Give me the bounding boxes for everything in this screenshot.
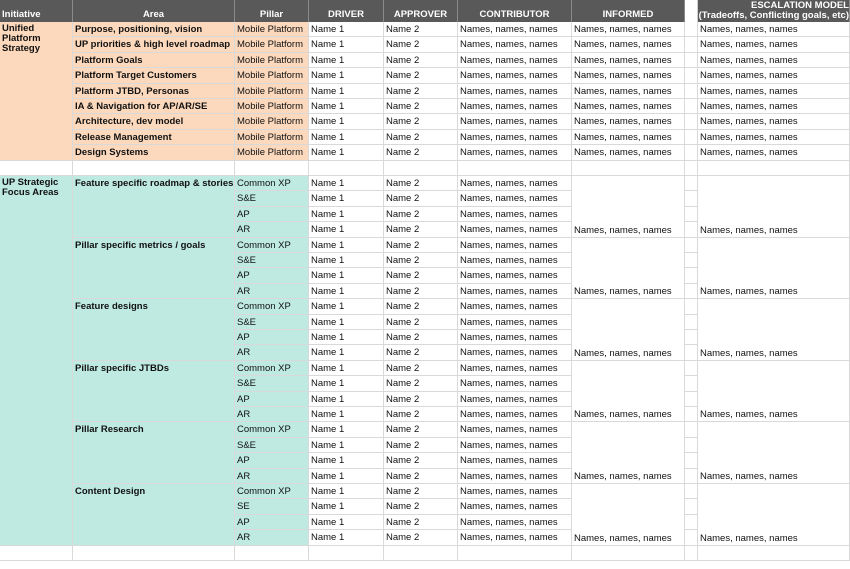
header-escalation[interactable] bbox=[698, 0, 850, 22]
informed-cell[interactable] bbox=[572, 422, 685, 484]
informed-label: Names, names, names bbox=[574, 409, 672, 421]
approver-cell[interactable]: Name 2 bbox=[384, 438, 458, 453]
header-area[interactable]: Area bbox=[73, 0, 235, 22]
contributor-cell[interactable]: Names, names, names bbox=[458, 114, 572, 129]
contributor-cell[interactable]: Names, names, names bbox=[458, 499, 572, 514]
spacer-cell[interactable] bbox=[685, 422, 698, 437]
informed-label: Names, names, names bbox=[574, 347, 672, 359]
area-label: Pillar specific metrics / goals bbox=[75, 239, 206, 251]
pillar-cell[interactable]: S&E bbox=[235, 376, 309, 391]
pillar-cell[interactable]: Mobile Platform bbox=[235, 130, 309, 145]
empty-cell[interactable] bbox=[235, 161, 309, 176]
driver-cell[interactable]: Name 1 bbox=[309, 176, 384, 191]
pillar-cell[interactable]: Mobile Platform bbox=[235, 114, 309, 129]
pillar-cell[interactable]: Common XP bbox=[235, 422, 309, 437]
escalation-cell[interactable]: Names, names, names bbox=[698, 22, 850, 37]
pillar-cell[interactable]: Common XP bbox=[235, 361, 309, 376]
empty-cell[interactable] bbox=[572, 161, 685, 176]
informed-cell[interactable]: Names, names, names bbox=[572, 68, 685, 83]
informed-cell[interactable] bbox=[572, 484, 685, 546]
informed-cell[interactable] bbox=[572, 299, 685, 361]
approver-cell[interactable]: Name 2 bbox=[384, 469, 458, 484]
empty-cell[interactable] bbox=[309, 546, 384, 561]
spacer-cell[interactable] bbox=[685, 22, 698, 37]
spacer-cell[interactable] bbox=[685, 253, 698, 268]
pillar-cell[interactable]: Mobile Platform bbox=[235, 84, 309, 99]
spacer-cell[interactable] bbox=[685, 530, 698, 545]
contributor-cell[interactable]: Names, names, names bbox=[458, 130, 572, 145]
area-label: Feature specific roadmap & stories bbox=[75, 178, 234, 189]
contributor-cell[interactable]: Names, names, names bbox=[458, 315, 572, 330]
approver-cell[interactable]: Name 2 bbox=[384, 37, 458, 52]
area-label: Pillar Research bbox=[75, 424, 144, 436]
escalation-cell[interactable] bbox=[698, 484, 850, 546]
escalation-cell[interactable] bbox=[698, 176, 850, 238]
escalation-cell[interactable]: Names, names, names bbox=[698, 99, 850, 114]
pillar-cell[interactable]: S&E bbox=[235, 315, 309, 330]
area-cell[interactable] bbox=[73, 299, 235, 361]
pillar-cell[interactable]: Common XP bbox=[235, 176, 309, 191]
approver-cell[interactable]: Name 2 bbox=[384, 222, 458, 237]
spacer-cell[interactable] bbox=[685, 284, 698, 299]
informed-cell[interactable] bbox=[572, 176, 685, 238]
escalation-label: Names, names, names bbox=[700, 347, 798, 359]
driver-cell[interactable]: Name 1 bbox=[309, 191, 384, 206]
pillar-cell[interactable]: AP bbox=[235, 392, 309, 407]
pillar-cell[interactable]: AR bbox=[235, 469, 309, 484]
pillar-cell[interactable]: Common XP bbox=[235, 238, 309, 253]
header-contributor[interactable]: CONTRIBUTOR bbox=[458, 0, 572, 22]
approver-cell[interactable]: Name 2 bbox=[384, 515, 458, 530]
approver-cell[interactable]: Name 2 bbox=[384, 484, 458, 499]
approver-cell[interactable]: Name 2 bbox=[384, 22, 458, 37]
approver-cell[interactable]: Name 2 bbox=[384, 330, 458, 345]
spacer-cell[interactable] bbox=[685, 130, 698, 145]
area-label: Content Design bbox=[75, 486, 146, 497]
contributor-cell[interactable]: Names, names, names bbox=[458, 438, 572, 453]
area-cell[interactable]: UP priorities & high level roadmap bbox=[73, 37, 235, 52]
informed-cell[interactable] bbox=[572, 361, 685, 423]
approver-cell[interactable]: Name 2 bbox=[384, 176, 458, 191]
contributor-cell[interactable]: Names, names, names bbox=[458, 284, 572, 299]
approver-cell[interactable]: Name 2 bbox=[384, 392, 458, 407]
driver-cell[interactable]: Name 1 bbox=[309, 469, 384, 484]
spacer-cell[interactable] bbox=[685, 345, 698, 360]
contributor-cell[interactable]: Names, names, names bbox=[458, 515, 572, 530]
spacer-cell[interactable] bbox=[685, 515, 698, 530]
approver-cell[interactable]: Name 2 bbox=[384, 130, 458, 145]
empty-cell[interactable] bbox=[73, 546, 235, 561]
pillar-cell[interactable]: AP bbox=[235, 453, 309, 468]
driver-cell[interactable]: Name 1 bbox=[309, 499, 384, 514]
spacer-cell[interactable] bbox=[685, 238, 698, 253]
contributor-cell[interactable]: Names, names, names bbox=[458, 176, 572, 191]
approver-cell[interactable]: Name 2 bbox=[384, 53, 458, 68]
pillar-cell[interactable]: Mobile Platform bbox=[235, 22, 309, 37]
contributor-cell[interactable]: Names, names, names bbox=[458, 99, 572, 114]
pillar-cell[interactable]: AP bbox=[235, 330, 309, 345]
pillar-cell[interactable]: AP bbox=[235, 515, 309, 530]
pillar-cell[interactable]: AP bbox=[235, 207, 309, 222]
empty-cell[interactable] bbox=[698, 546, 850, 561]
escalation-cell[interactable]: Names, names, names bbox=[698, 37, 850, 52]
area-cell[interactable] bbox=[73, 361, 235, 423]
spacer-cell[interactable] bbox=[685, 145, 698, 160]
driver-cell[interactable]: Name 1 bbox=[309, 345, 384, 360]
header-spacer bbox=[685, 0, 698, 22]
driver-cell[interactable]: Name 1 bbox=[309, 530, 384, 545]
driver-cell[interactable]: Name 1 bbox=[309, 361, 384, 376]
initiative-cell-up-strategic-focus-areas[interactable] bbox=[0, 176, 73, 546]
informed-cell[interactable]: Names, names, names bbox=[572, 99, 685, 114]
driver-cell[interactable]: Name 1 bbox=[309, 484, 384, 499]
contributor-cell[interactable]: Names, names, names bbox=[458, 299, 572, 314]
driver-cell[interactable]: Name 1 bbox=[309, 376, 384, 391]
contributor-cell[interactable]: Names, names, names bbox=[458, 422, 572, 437]
approver-cell[interactable]: Name 2 bbox=[384, 315, 458, 330]
spacer-cell[interactable] bbox=[685, 484, 698, 499]
driver-cell[interactable]: Name 1 bbox=[309, 330, 384, 345]
header-escalation-subtitle: (Tradeoffs, Conflicting goals, etc) bbox=[698, 10, 849, 21]
pillar-cell[interactable]: AR bbox=[235, 407, 309, 422]
approver-cell[interactable]: Name 2 bbox=[384, 422, 458, 437]
empty-cell[interactable] bbox=[73, 161, 235, 176]
approver-cell[interactable]: Name 2 bbox=[384, 345, 458, 360]
pillar-cell[interactable]: Mobile Platform bbox=[235, 99, 309, 114]
spacer-cell[interactable] bbox=[685, 499, 698, 514]
escalation-cell[interactable]: Names, names, names bbox=[698, 53, 850, 68]
empty-cell[interactable] bbox=[458, 161, 572, 176]
area-cell[interactable] bbox=[73, 176, 235, 238]
pillar-cell[interactable]: Mobile Platform bbox=[235, 145, 309, 160]
contributor-cell[interactable]: Names, names, names bbox=[458, 345, 572, 360]
approver-cell[interactable]: Name 2 bbox=[384, 530, 458, 545]
empty-cell[interactable] bbox=[0, 546, 73, 561]
driver-cell[interactable]: Name 1 bbox=[309, 207, 384, 222]
initiative-cell-unified-platform-strategy[interactable] bbox=[0, 22, 73, 161]
driver-cell[interactable]: Name 1 bbox=[309, 99, 384, 114]
driver-cell[interactable]: Name 1 bbox=[309, 315, 384, 330]
initiative-label-line: Platform bbox=[2, 32, 41, 44]
informed-cell[interactable]: Names, names, names bbox=[572, 22, 685, 37]
approver-cell[interactable]: Name 2 bbox=[384, 84, 458, 99]
contributor-cell[interactable]: Names, names, names bbox=[458, 407, 572, 422]
driver-cell[interactable]: Name 1 bbox=[309, 299, 384, 314]
area-cell[interactable]: Design Systems bbox=[73, 145, 235, 160]
empty-cell[interactable] bbox=[698, 161, 850, 176]
pillar-cell[interactable]: Mobile Platform bbox=[235, 68, 309, 83]
spacer-cell[interactable] bbox=[685, 37, 698, 52]
escalation-label: Names, names, names bbox=[700, 532, 798, 544]
approver-cell[interactable]: Name 2 bbox=[384, 145, 458, 160]
pillar-cell[interactable]: S&E bbox=[235, 191, 309, 206]
approver-cell[interactable]: Name 2 bbox=[384, 268, 458, 283]
pillar-cell[interactable]: SE bbox=[235, 499, 309, 514]
pillar-cell[interactable]: S&E bbox=[235, 253, 309, 268]
spacer-cell[interactable] bbox=[685, 438, 698, 453]
driver-cell[interactable]: Name 1 bbox=[309, 438, 384, 453]
escalation-label: Names, names, names bbox=[700, 286, 798, 298]
informed-cell[interactable]: Names, names, names bbox=[572, 37, 685, 52]
initiative-label bbox=[0, 22, 41, 54]
spacer-cell[interactable] bbox=[685, 469, 698, 484]
informed-label: Names, names, names bbox=[574, 532, 672, 544]
empty-cell[interactable] bbox=[458, 546, 572, 561]
spacer-cell[interactable] bbox=[685, 453, 698, 468]
informed-cell[interactable]: Names, names, names bbox=[572, 53, 685, 68]
approver-cell[interactable]: Name 2 bbox=[384, 191, 458, 206]
approver-cell[interactable]: Name 2 bbox=[384, 238, 458, 253]
informed-label: Names, names, names bbox=[574, 470, 672, 482]
informed-cell[interactable]: Names, names, names bbox=[572, 84, 685, 99]
approver-cell[interactable]: Name 2 bbox=[384, 453, 458, 468]
driver-cell[interactable]: Name 1 bbox=[309, 238, 384, 253]
initiative-label bbox=[0, 176, 59, 198]
spacer-cell[interactable] bbox=[685, 114, 698, 129]
area-label: Feature designs bbox=[75, 301, 148, 313]
approver-cell[interactable]: Name 2 bbox=[384, 253, 458, 268]
contributor-cell[interactable]: Names, names, names bbox=[458, 145, 572, 160]
header-approver[interactable]: APPROVER bbox=[384, 0, 458, 22]
pillar-cell[interactable]: AR bbox=[235, 530, 309, 545]
escalation-cell[interactable]: Names, names, names bbox=[698, 145, 850, 160]
contributor-cell[interactable]: Names, names, names bbox=[458, 453, 572, 468]
pillar-cell[interactable]: S&E bbox=[235, 438, 309, 453]
informed-cell[interactable] bbox=[572, 238, 685, 300]
spacer-cell[interactable] bbox=[685, 330, 698, 345]
approver-cell[interactable]: Name 2 bbox=[384, 499, 458, 514]
spacer-cell[interactable] bbox=[685, 315, 698, 330]
spacer-cell[interactable] bbox=[685, 191, 698, 206]
spacer-cell[interactable] bbox=[685, 68, 698, 83]
spacer-cell[interactable] bbox=[685, 392, 698, 407]
driver-cell[interactable]: Name 1 bbox=[309, 222, 384, 237]
driver-cell[interactable]: Name 1 bbox=[309, 114, 384, 129]
approver-cell[interactable]: Name 2 bbox=[384, 376, 458, 391]
driver-cell[interactable]: Name 1 bbox=[309, 130, 384, 145]
area-cell[interactable]: Release Management bbox=[73, 130, 235, 145]
empty-cell[interactable] bbox=[572, 546, 685, 561]
driver-cell[interactable]: Name 1 bbox=[309, 515, 384, 530]
escalation-label: Names, names, names bbox=[700, 409, 798, 421]
escalation-cell[interactable] bbox=[698, 361, 850, 423]
driver-cell[interactable]: Name 1 bbox=[309, 253, 384, 268]
driver-cell[interactable]: Name 1 bbox=[309, 407, 384, 422]
driver-cell[interactable]: Name 1 bbox=[309, 453, 384, 468]
approver-cell[interactable]: Name 2 bbox=[384, 99, 458, 114]
empty-cell[interactable] bbox=[0, 161, 73, 176]
contributor-cell[interactable]: Names, names, names bbox=[458, 53, 572, 68]
area-cell[interactable]: IA & Navigation for AP/AR/SE bbox=[73, 99, 235, 114]
contributor-cell[interactable]: Names, names, names bbox=[458, 530, 572, 545]
approver-cell[interactable]: Name 2 bbox=[384, 361, 458, 376]
empty-cell[interactable] bbox=[309, 161, 384, 176]
driver-cell[interactable]: Name 1 bbox=[309, 268, 384, 283]
pillar-cell[interactable]: AR bbox=[235, 222, 309, 237]
area-label: Pillar specific JTBDs bbox=[75, 362, 169, 374]
contributor-cell[interactable]: Names, names, names bbox=[458, 268, 572, 283]
driver-cell[interactable]: Name 1 bbox=[309, 37, 384, 52]
header-pillar[interactable]: Pillar bbox=[235, 0, 309, 22]
empty-cell[interactable] bbox=[685, 546, 698, 561]
area-cell[interactable]: Platform Goals bbox=[73, 53, 235, 68]
escalation-label: Names, names, names bbox=[700, 224, 798, 236]
spacer-cell[interactable] bbox=[685, 84, 698, 99]
pillar-cell[interactable]: Common XP bbox=[235, 299, 309, 314]
driver-cell[interactable]: Name 1 bbox=[309, 84, 384, 99]
contributor-cell[interactable]: Names, names, names bbox=[458, 37, 572, 52]
area-cell[interactable]: Purpose, positioning, vision bbox=[73, 22, 235, 37]
spacer-cell[interactable] bbox=[685, 299, 698, 314]
pillar-cell[interactable]: Mobile Platform bbox=[235, 37, 309, 52]
contributor-cell[interactable]: Names, names, names bbox=[458, 253, 572, 268]
pillar-cell[interactable]: AR bbox=[235, 345, 309, 360]
informed-label: Names, names, names bbox=[574, 224, 672, 236]
informed-cell[interactable]: Names, names, names bbox=[572, 145, 685, 160]
escalation-cell[interactable]: Names, names, names bbox=[698, 130, 850, 145]
pillar-cell[interactable]: AR bbox=[235, 284, 309, 299]
area-cell[interactable] bbox=[73, 238, 235, 300]
approver-cell[interactable]: Name 2 bbox=[384, 68, 458, 83]
contributor-cell[interactable]: Names, names, names bbox=[458, 207, 572, 222]
spacer-cell[interactable] bbox=[685, 361, 698, 376]
driver-cell[interactable]: Name 1 bbox=[309, 22, 384, 37]
escalation-cell[interactable]: Names, names, names bbox=[698, 68, 850, 83]
spacer-cell[interactable] bbox=[685, 176, 698, 191]
driver-cell[interactable]: Name 1 bbox=[309, 68, 384, 83]
approver-cell[interactable]: Name 2 bbox=[384, 114, 458, 129]
empty-cell[interactable] bbox=[384, 161, 458, 176]
escalation-cell[interactable] bbox=[698, 238, 850, 300]
informed-cell[interactable]: Names, names, names bbox=[572, 130, 685, 145]
spacer-cell[interactable] bbox=[685, 268, 698, 283]
contributor-cell[interactable]: Names, names, names bbox=[458, 361, 572, 376]
initiative-label-line: Strategy bbox=[2, 42, 41, 54]
contributor-cell[interactable]: Names, names, names bbox=[458, 330, 572, 345]
approver-cell[interactable]: Name 2 bbox=[384, 407, 458, 422]
area-cell[interactable]: Architecture, dev model bbox=[73, 114, 235, 129]
approver-cell[interactable]: Name 2 bbox=[384, 299, 458, 314]
contributor-cell[interactable]: Names, names, names bbox=[458, 238, 572, 253]
escalation-cell[interactable] bbox=[698, 299, 850, 361]
area-cell[interactable] bbox=[73, 484, 235, 546]
approver-cell[interactable]: Name 2 bbox=[384, 207, 458, 222]
pillar-cell[interactable]: Mobile Platform bbox=[235, 53, 309, 68]
approver-cell[interactable]: Name 2 bbox=[384, 284, 458, 299]
contributor-cell[interactable]: Names, names, names bbox=[458, 68, 572, 83]
header-informed[interactable]: INFORMED bbox=[572, 0, 685, 22]
driver-cell[interactable]: Name 1 bbox=[309, 284, 384, 299]
contributor-cell[interactable]: Names, names, names bbox=[458, 376, 572, 391]
contributor-cell[interactable]: Names, names, names bbox=[458, 222, 572, 237]
spacer-cell[interactable] bbox=[685, 222, 698, 237]
driver-cell[interactable]: Name 1 bbox=[309, 392, 384, 407]
area-cell[interactable]: Platform JTBD, Personas bbox=[73, 84, 235, 99]
area-cell[interactable] bbox=[73, 422, 235, 484]
escalation-cell[interactable]: Names, names, names bbox=[698, 84, 850, 99]
contributor-cell[interactable]: Names, names, names bbox=[458, 392, 572, 407]
driver-cell[interactable]: Name 1 bbox=[309, 145, 384, 160]
header-initiative[interactable]: Initiative bbox=[0, 0, 73, 22]
spacer-cell[interactable] bbox=[685, 407, 698, 422]
header-driver[interactable]: DRIVER bbox=[309, 0, 384, 22]
escalation-cell[interactable] bbox=[698, 422, 850, 484]
contributor-cell[interactable]: Names, names, names bbox=[458, 22, 572, 37]
empty-cell[interactable] bbox=[384, 546, 458, 561]
initiative-label-line: Unified bbox=[2, 23, 35, 34]
header-escalation-title: ESCALATION MODEL bbox=[751, 0, 849, 12]
contributor-cell[interactable]: Names, names, names bbox=[458, 84, 572, 99]
contributor-cell[interactable]: Names, names, names bbox=[458, 469, 572, 484]
contributor-cell[interactable]: Names, names, names bbox=[458, 484, 572, 499]
spacer-cell[interactable] bbox=[685, 99, 698, 114]
spacer-cell[interactable] bbox=[685, 376, 698, 391]
informed-label: Names, names, names bbox=[574, 286, 672, 298]
pillar-cell[interactable]: AP bbox=[235, 268, 309, 283]
spacer-cell[interactable] bbox=[685, 207, 698, 222]
initiative-label-line: Focus Areas bbox=[2, 186, 59, 198]
pillar-cell[interactable]: Common XP bbox=[235, 484, 309, 499]
spacer-cell[interactable] bbox=[685, 53, 698, 68]
driver-cell[interactable]: Name 1 bbox=[309, 53, 384, 68]
contributor-cell[interactable]: Names, names, names bbox=[458, 191, 572, 206]
driver-cell[interactable]: Name 1 bbox=[309, 422, 384, 437]
empty-cell[interactable] bbox=[685, 161, 698, 176]
area-cell[interactable]: Platform Target Customers bbox=[73, 68, 235, 83]
escalation-label: Names, names, names bbox=[700, 470, 798, 482]
empty-cell[interactable] bbox=[235, 546, 309, 561]
initiative-label-line: UP Strategic bbox=[2, 177, 59, 188]
informed-cell[interactable]: Names, names, names bbox=[572, 114, 685, 129]
escalation-cell[interactable]: Names, names, names bbox=[698, 114, 850, 129]
